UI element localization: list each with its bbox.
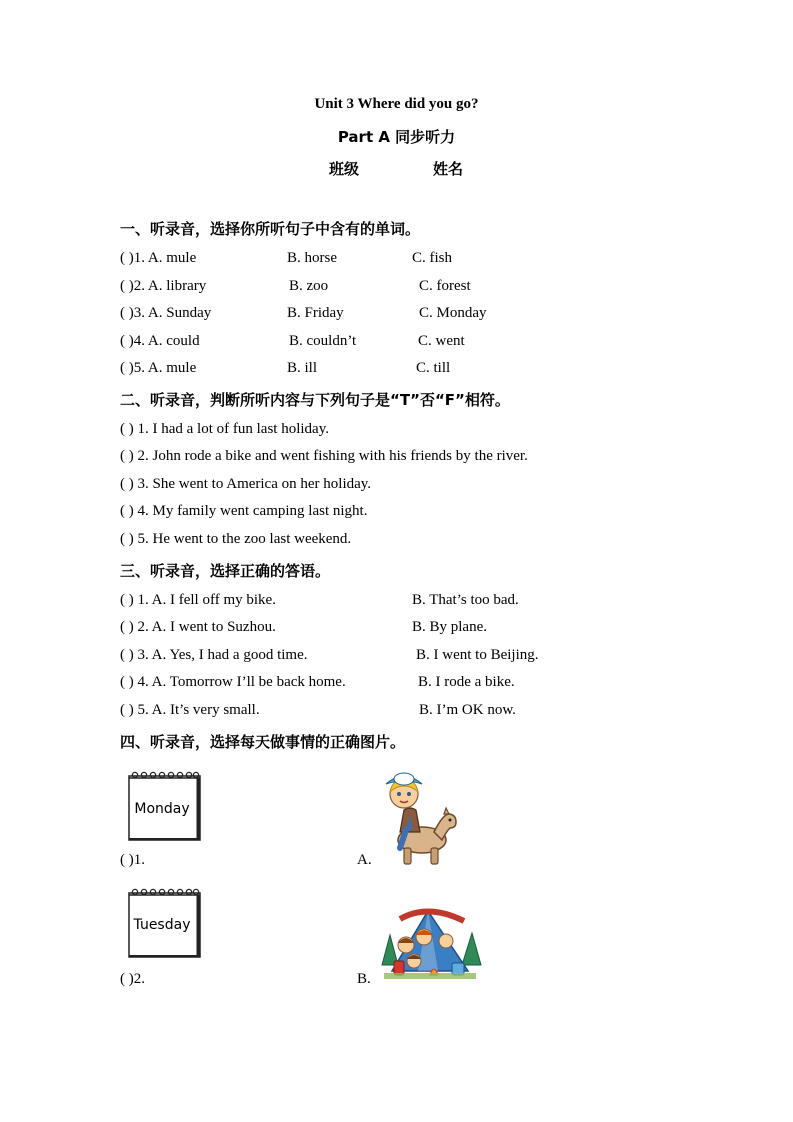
s1-item-b: B. couldn’t (289, 333, 357, 349)
section3-heading: 三、听录音，选择正确的答语。 (120, 562, 331, 580)
s1-item-b: B. zoo (289, 278, 329, 294)
s4-option-label: A. (357, 852, 372, 868)
s1-item-b: B. horse (287, 250, 337, 266)
s3-item-a: ( ) 3. A. Yes, I had a good time. (120, 647, 308, 663)
s4-option-label: B. (357, 971, 371, 987)
page-title: Unit 3 Where did you go? (314, 96, 479, 112)
s3-item-a: ( ) 5. A. It’s very small. (120, 702, 260, 718)
s1-item-a: ( )4. A. could (120, 333, 200, 349)
s3-item-b: B. That’s too bad. (412, 592, 519, 608)
s1-item-c: C. went (418, 333, 465, 349)
s1-item-b: B. ill (287, 360, 318, 376)
boy-riding-horse-icon (376, 770, 462, 868)
s4-item-num: ( )2. (120, 971, 145, 987)
section2-heading: 二、听录音，判断所听内容与下列句子是“T”否“F”相符。 (120, 391, 510, 409)
s1-item-c: C. till (416, 360, 451, 376)
section1-heading: 一、听录音，选择你所听句子中含有的单词。 (120, 220, 421, 238)
s3-item-b: B. I went to Beijing. (416, 647, 539, 663)
s2-item: ( ) 5. He went to the zoo last weekend. (120, 531, 352, 547)
s2-item: ( ) 3. She went to America on her holiday. (120, 476, 372, 492)
s3-item-a: ( ) 4. A. Tomorrow I’ll be back home. (120, 674, 346, 690)
s4-item-num: ( )1. (120, 852, 145, 868)
s2-item: ( ) 2. John rode a bike and went fishing with his friends by the river. (120, 448, 528, 464)
s2-item: ( ) 1. I had a lot of fun last holiday. (120, 421, 329, 437)
s3-item-b: B. By plane. (412, 619, 487, 635)
calendar-day-label: Monday (134, 801, 190, 817)
s1-item-c: C. forest (419, 278, 471, 294)
s3-item-b: B. I rode a bike. (418, 674, 515, 690)
subtitle-text: Part A 同步听力 (337, 128, 456, 146)
section4-heading: 四、听录音，选择每天做事情的正确图片。 (120, 733, 406, 751)
s1-item-a: ( )3. A. Sunday (120, 305, 212, 321)
s3-item-a: ( ) 2. A. I went to Suzhou. (120, 619, 276, 635)
s3-item-b: B. I’m OK now. (419, 702, 516, 718)
s1-item-a: ( )5. A. mule (120, 360, 197, 376)
page-subtitle (0, 126, 793, 147)
s2-item: ( ) 4. My family went camping last night. (120, 503, 368, 519)
s1-item-a: ( )1. A. mule (120, 250, 197, 266)
s3-item-a: ( ) 1. A. I fell off my bike. (120, 592, 276, 608)
s1-item-a: ( )2. A. library (120, 278, 207, 294)
s1-item-c: C. fish (412, 250, 453, 266)
class-label: 班级 (329, 160, 360, 178)
s1-item-c: C. Monday (419, 305, 487, 321)
s1-item-b: B. Friday (287, 305, 344, 321)
calendar-day-label: Tuesday (133, 917, 191, 933)
family-camping-tent-icon (378, 905, 482, 983)
name-label: 姓名 (433, 160, 464, 178)
